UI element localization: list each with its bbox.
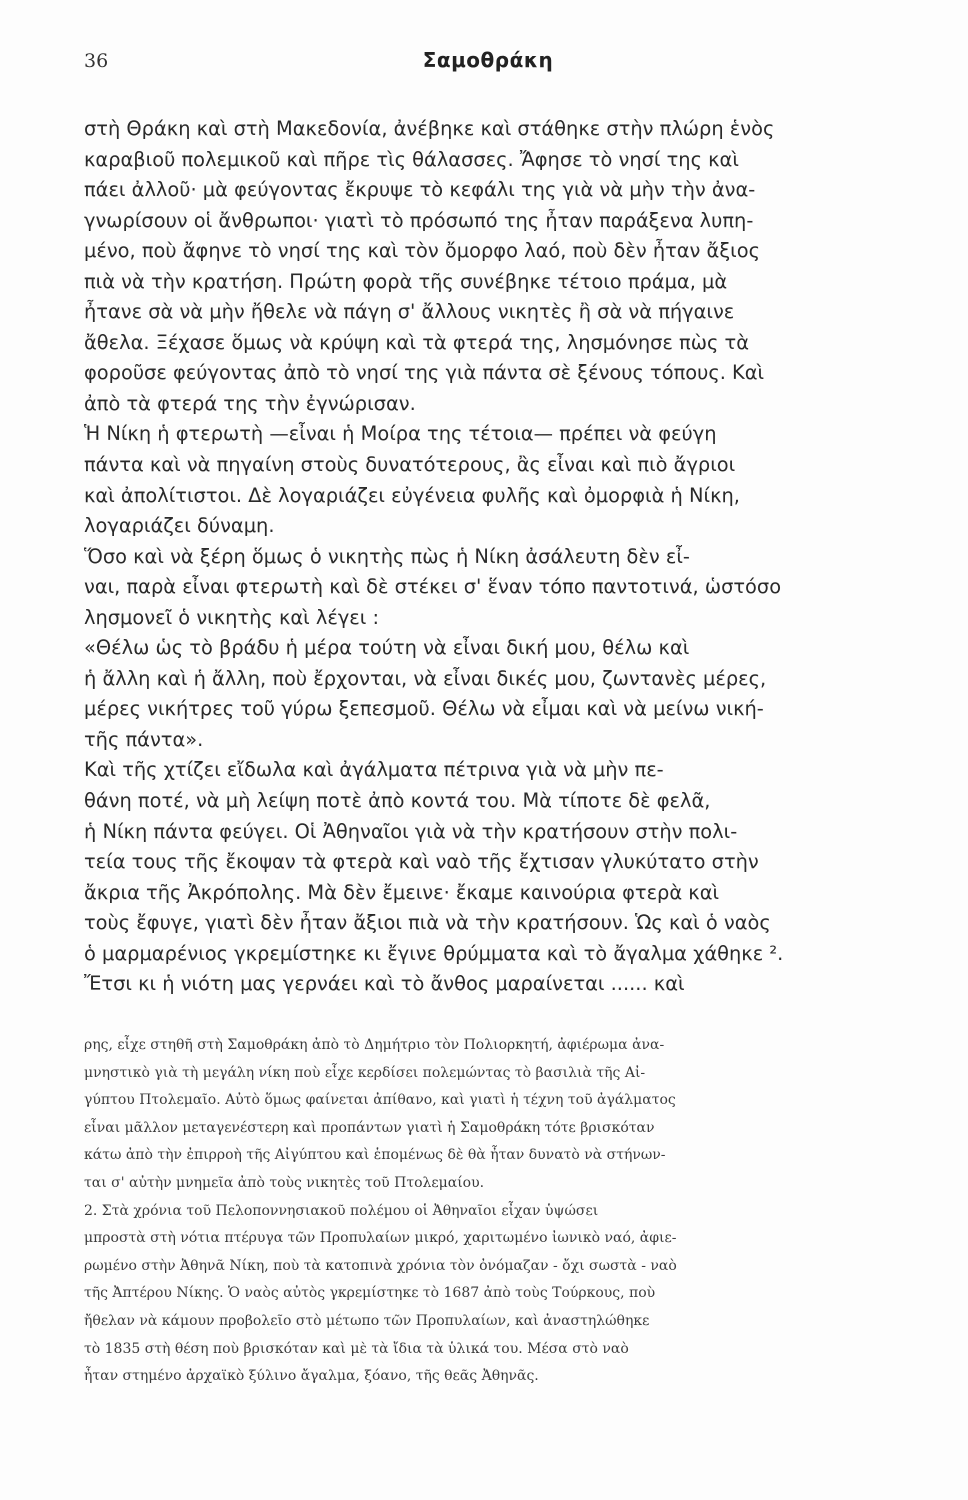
- footnote-line: ἤθελαν νὰ κάμουν προβολεῖο στὸ μέτωπο τῶν Προπυλαίων, καὶ ἀναστηλώθηκε: [84, 1312, 650, 1329]
- body-text-line: γνωρίσουν οἱ ἄνθρωποι· γιατὶ τὸ πρόσωπό της ἦταν παράξενα λυπη-: [84, 208, 754, 232]
- body-text-line: ἦτανε σὰ νὰ μὴν ἤθελε νὰ πάγη σ' ἄλλους νικητὲς ἢ σὰ νὰ πήγαινε: [84, 300, 735, 324]
- footnote-line: ἦταν στημένο ἀρχαϊκὸ ξύλινο ἄγαλμα, ξόανο, τῆς θεᾶς Ἀθηνᾶς.: [84, 1368, 539, 1385]
- body-text-line: στὴ Θράκη καὶ στὴ Μακεδονία, ἀνέβηκε καὶ στάθηκε στὴν πλώρη ἑνὸς: [84, 117, 775, 140]
- body-text-line: Ἡ Νίκη ἡ φτερωτὴ —εἶναι ἡ Μοίρα της τέτοια— πρέπει νὰ φεύγη: [84, 422, 717, 446]
- page-number: 36: [84, 50, 109, 72]
- body-text-line: λησμονεῖ ὁ νικητὴς καὶ λέγει :: [84, 605, 380, 629]
- body-text-line: ὁ μαρμαρένιος γκρεμίστηκε κι ἔγινε θρύμματα καὶ τὸ ἄγαλμα χάθηκε ².: [84, 941, 784, 965]
- running-title: Σαμοθράκη: [422, 48, 554, 72]
- footnote-line: κάτω ἀπὸ τὴν ἐπιρροὴ τῆς Αἰγύπτου καὶ ἑπομένως δὲ θὰ ἦταν δυνατὸ νὰ στήνων-: [84, 1147, 666, 1164]
- body-text-line: τῆς πάντα».: [84, 727, 204, 751]
- body-text-line: ἡ Νίκη πάντα φεύγει. Οἱ Ἀθηναῖοι γιὰ νὰ τὴν κρατήσουν στὴν πολι-: [84, 819, 738, 843]
- body-text-line: ναι, παρὰ εἶναι φτερωτὴ καὶ δὲ στέκει σ' ἕναν τόπο παντοτινά, ὡστόσο: [84, 575, 782, 599]
- footnote-line: τῆς Ἀπτέρου Νίκης. Ὁ ναὸς αὐτὸς γκρεμίστηκε τὸ 1687 ἀπὸ τοὺς Τούρκους, ποὺ: [84, 1285, 656, 1302]
- page-header: [84, 48, 892, 78]
- footnotes: [84, 1032, 964, 1391]
- footnote-line: τὸ 1835 στὴ θέση ποὺ βρισκόταν καὶ μὲ τὰ ἴδια τὰ ὑλικά του. Μέσα στὸ ναὸ: [84, 1340, 629, 1357]
- body-text-line: πάντα καὶ νὰ πηγαίνη στοὺς δυνατότερους, ἂς εἶναι καὶ πιὸ ἄγριοι: [84, 453, 736, 477]
- body-text-line: ἡ ἄλλη καὶ ἡ ἄλλη, ποὺ ἔρχονται, νὰ εἶναι δικές μου, ζωντανὲς μέρες,: [84, 666, 767, 690]
- footnote-line: γύπτου Πτολεμαῖο. Αὐτὸ ὅμως φαίνεται ἀπίθανο, καὶ γιατὶ ἡ τέχνη τοῦ ἀγάλματος: [84, 1092, 676, 1109]
- body-text-line: Ἔτσι κι ἡ νιότη μας γερνάει καὶ τὸ ἄνθος μαραίνεται ...... καὶ: [84, 972, 685, 996]
- body-text-line: ἄθελα. Ξέχασε ὅμως νὰ κρύψη καὶ τὰ φτερά της, λησμόνησε πὼς τὰ: [84, 330, 749, 354]
- body-text-line: μένο, ποὺ ἄφηνε τὸ νησί της καὶ τὸν ὄμορφο λαό, ποὺ δὲν ἦταν ἄξιος: [84, 239, 760, 263]
- body-text-line: ἀπὸ τὰ φτερά της τὴν ἐγνώρισαν.: [84, 391, 416, 415]
- footnote-line: μπροστὰ στὴ νότια πτέρυγα τῶν Προπυλαίων μικρό, χαριτωμένο ἰωνικὸ ναό, ἀφιε-: [84, 1230, 677, 1247]
- body-text-line: πάει ἀλλοῦ· μὰ φεύγοντας ἔκρυψε τὸ κεφάλι της γιὰ νὰ μὴν τὴν ἀνα-: [84, 178, 756, 202]
- footnote-line: ρης, εἶχε στηθῆ στὴ Σαμοθράκη ἀπὸ τὸ Δημήτριο τὸν Πολιορκητή, ἀφιέρωμα ἀνα-: [84, 1037, 665, 1053]
- footnote-line: μνηστικὸ γιὰ τὴ μεγάλη νίκη ποὺ εἶχε κερδίσει πολεμώντας τὸ βασιλιὰ τῆς Αἰ-: [84, 1064, 646, 1081]
- body-text-line: τεία τους τῆς ἔκοψαν τὰ φτερὰ καὶ ναὸ τῆς ἔχτισαν γλυκύτατο στὴν: [84, 850, 759, 874]
- body-text-line: καραβιοῦ πολεμικοῦ καὶ πῆρε τὶς θάλασσες. Ἄφησε τὸ νησί της καὶ: [84, 147, 739, 171]
- body-text-line: τοὺς ἔφυγε, γιατὶ δὲν ἦταν ἄξιοι πιὰ νὰ τὴν κρατήσουν. Ὡς καὶ ὁ ναὸς: [84, 911, 771, 935]
- body-text-line: «Θέλω ὡς τὸ βράδυ ἡ μέρα τούτη νὰ εἶναι δική μου, θέλω καὶ: [84, 636, 690, 660]
- body-text-line: καὶ ἀπολίτιστοι. Δὲ λογαριάζει εὐγένεια φυλῆς καὶ ὀμορφιὰ ἡ Νίκη,: [84, 483, 740, 507]
- body-text-line: φοροῦσε φεύγοντας ἀπὸ τὸ νησί της γιὰ πάντα σὲ ξένους τόπους. Καὶ: [84, 361, 765, 385]
- body-text-line: ἄκρια τῆς Ἀκρόπολης. Μὰ δὲν ἔμεινε· ἔκαμε καινούρια φτερὰ καὶ: [84, 880, 720, 904]
- main-text: [84, 114, 964, 1000]
- footnote-line: ρωμένο στὴν Ἀθηνᾶ Νίκη, ποὺ τὰ κατοπινὰ χρόνια τὸν ὀνόμαζαν - ὄχι σωστὰ - ναὸ: [84, 1257, 677, 1274]
- body-text-line: θάνη ποτέ, νὰ μὴ λείψη ποτὲ ἀπὸ κοντά του. Μὰ τίποτε δὲ φελᾶ,: [84, 789, 711, 813]
- footnote-line: ται σ' αὐτὴν μνημεῖα ἀπὸ τοὺς νικητὲς τοῦ Πτολεμαίου.: [84, 1174, 485, 1191]
- footnote-line: 2. Στὰ χρόνια τοῦ Πελοποννησιακοῦ πολέμου οἱ Ἀθηναῖοι εἶχαν ὑψώσει: [84, 1202, 599, 1219]
- body-text-line: μέρες νικήτρες τοῦ γύρω ξεπεσμοῦ. Θέλω νὰ εἶμαι καὶ νὰ μείνω νική-: [84, 697, 764, 721]
- body-text-line: λογαριάζει δύναμη.: [84, 514, 275, 538]
- body-text-line: Καὶ τῆς χτίζει εἴδωλα καὶ ἀγάλματα πέτρινα γιὰ νὰ μὴν πε-: [84, 758, 664, 782]
- body-text-line: Ὅσο καὶ νὰ ξέρη ὅμως ὁ νικητὴς πὼς ἡ Νίκη ἀσάλευτη δὲν εἶ-: [84, 544, 690, 568]
- footnote-line: εἶναι μᾶλλον μεταγενέστερη καὶ προπάντων γιατὶ ἡ Σαμοθράκη τότε βρισκόταν: [84, 1119, 655, 1136]
- body-text-line: πιὰ νὰ τὴν κρατήση. Πρώτη φορὰ τῆς συνέβηκε τέτοιο πράμα, μὰ: [84, 269, 728, 293]
